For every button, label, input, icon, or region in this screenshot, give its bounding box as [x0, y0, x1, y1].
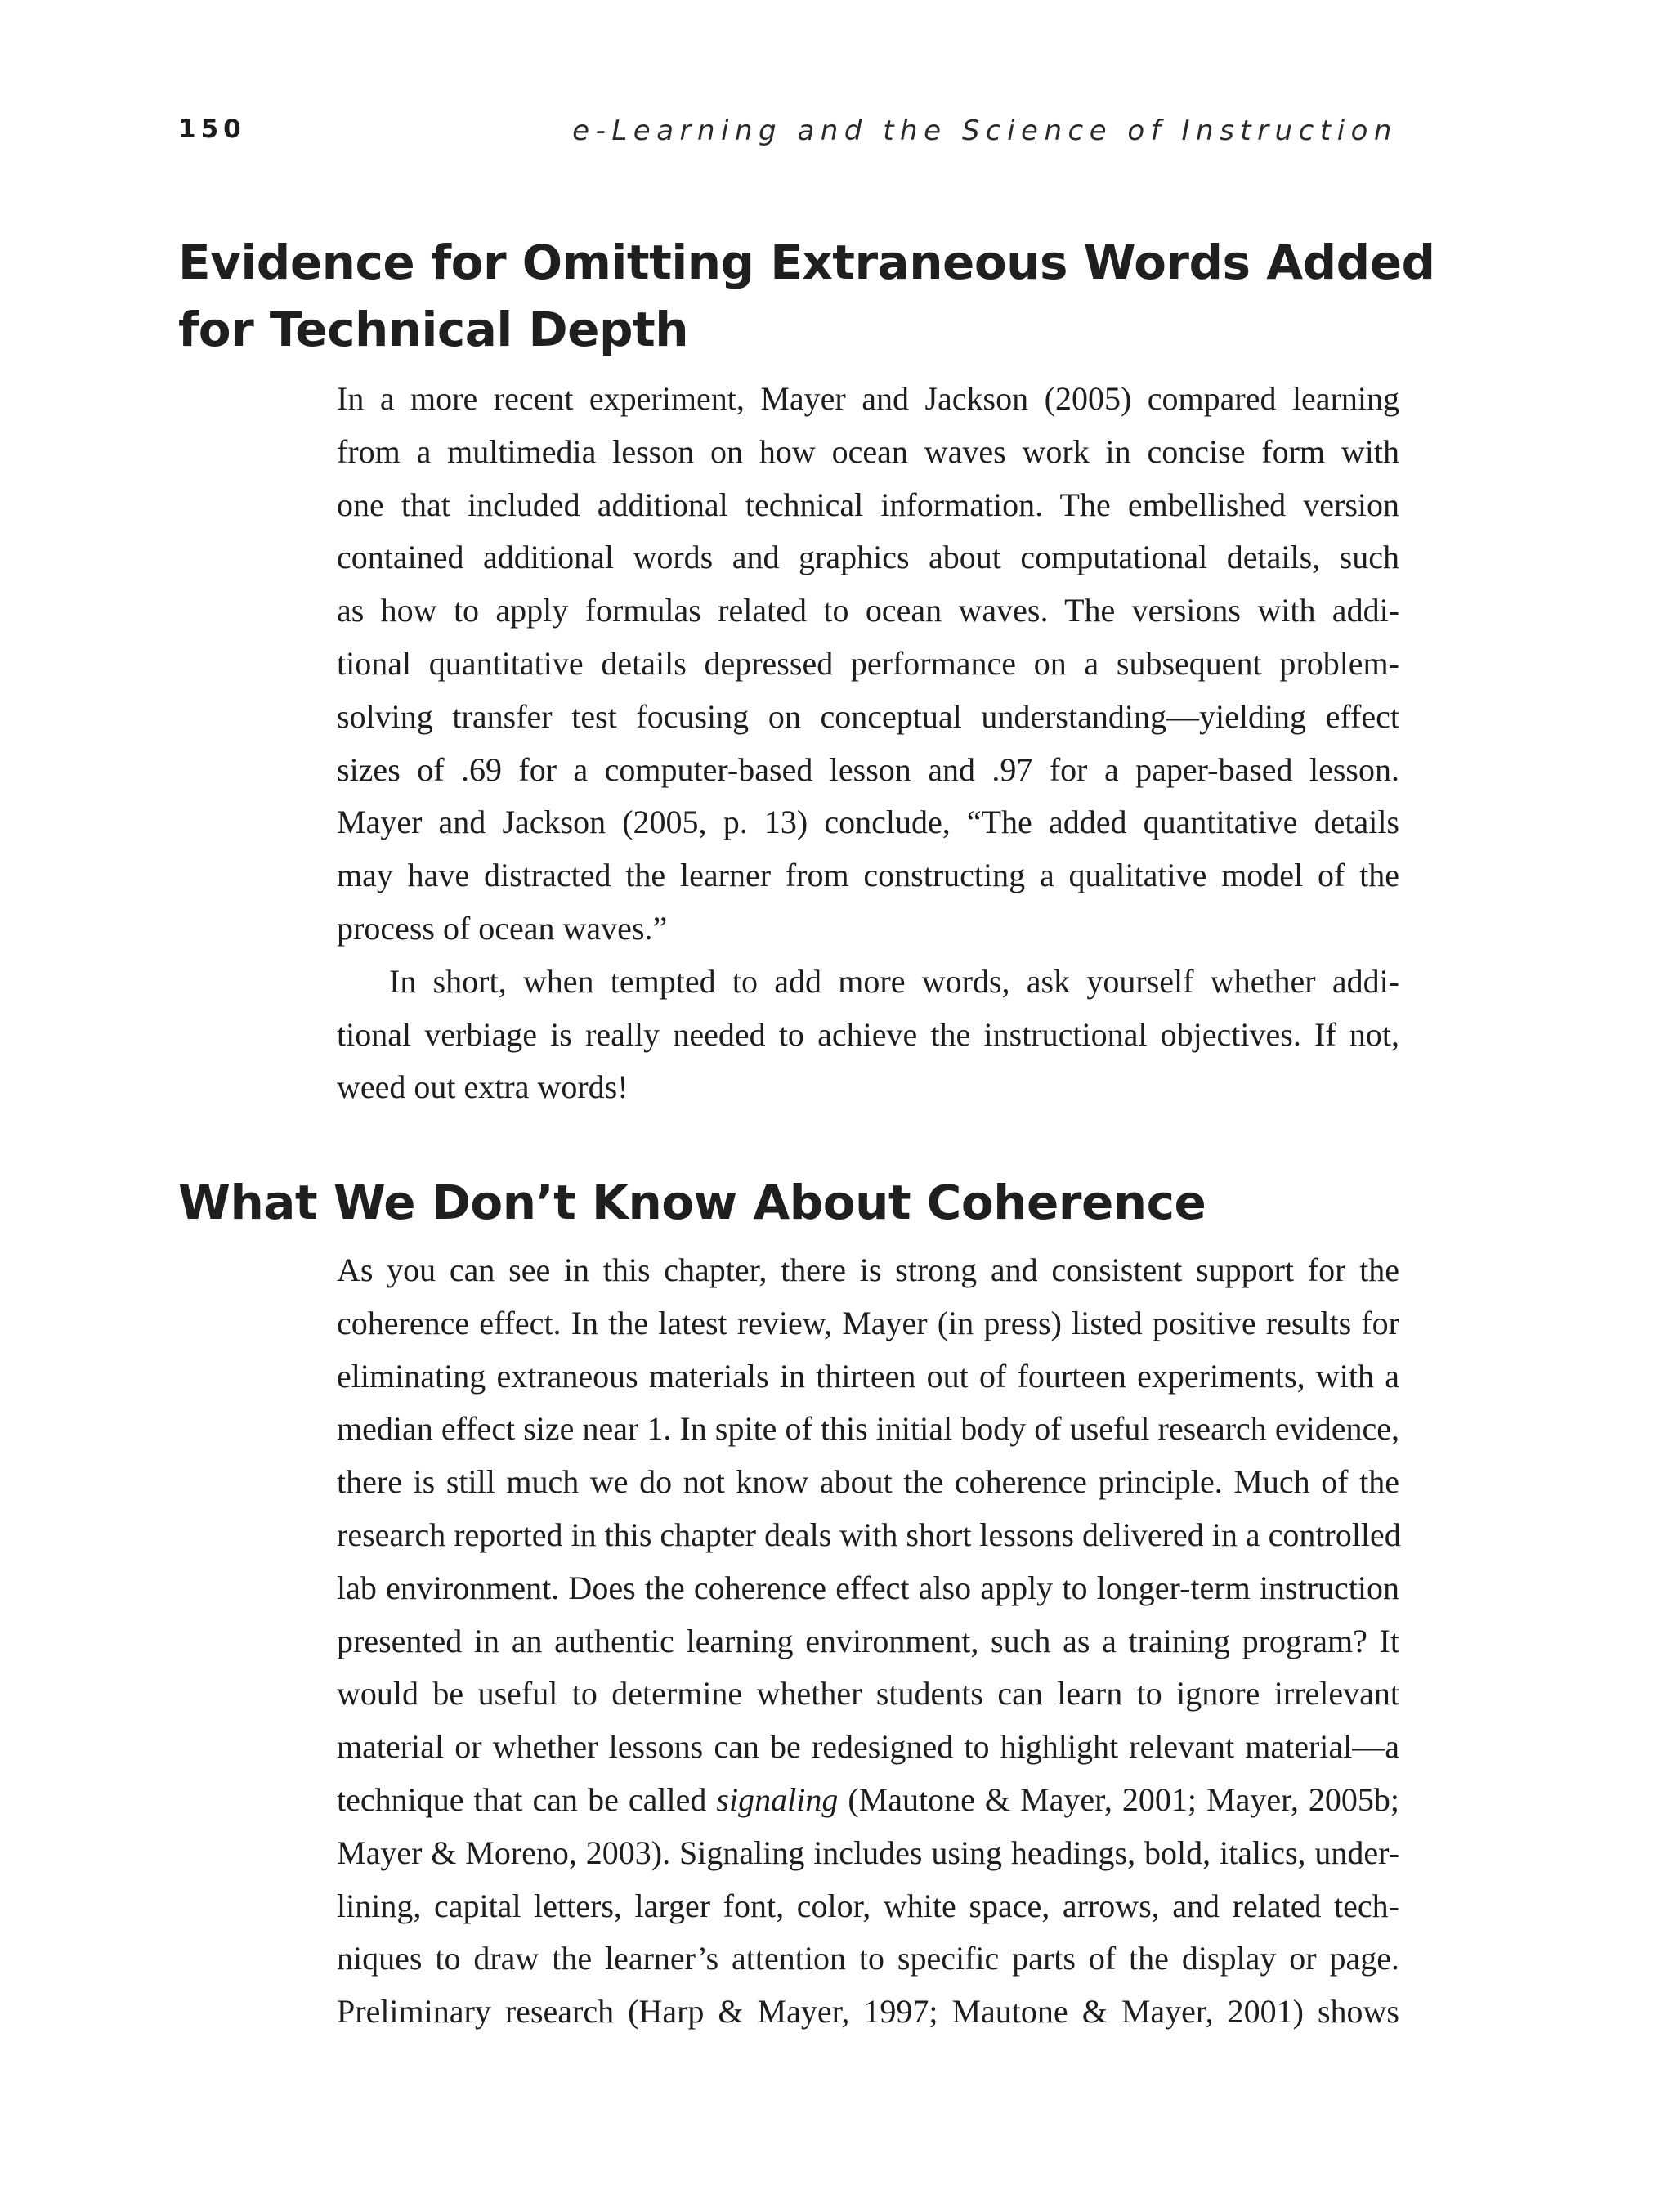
running-head [178, 114, 1398, 160]
text-line: from a multimedia lesson on how ocean waves work in concise form with [337, 432, 1399, 470]
heading-line: Evidence for Omitting Extraneous Words Added [178, 235, 1435, 290]
text-line: there is still much we do not know about the coherence principle. Much of the [337, 1463, 1399, 1501]
text-line: process of ocean waves.” [337, 909, 668, 947]
text-line: material or whether lessons can be redesigned to highlight relevant material—a [337, 1728, 1399, 1766]
section-coherence-body [337, 1244, 1399, 2039]
text-line: In short, when tempted to add more words, ask yourself whether addi- [389, 962, 1399, 1000]
section-evidence-body [337, 373, 1399, 1114]
section-heading-what-we-dont-know: What We Don’t Know About Coherence [178, 1175, 1206, 1230]
text-line: presented in an authentic learning environment, such as a training program? It [337, 1622, 1399, 1659]
text-line: contained additional words and graphics about computational details, such [337, 539, 1399, 576]
text-segment: technique that can be called [337, 1780, 717, 1818]
text-line: eliminating extraneous materials in thirteen out of fourteen experiments, with a [337, 1357, 1399, 1395]
text-line: lab environment. Does the coherence effect also apply to longer-term instruction [337, 1569, 1399, 1606]
paragraph [337, 373, 1399, 956]
text-line: niques to draw the learner’s attention to specific parts of the display or page. [337, 1940, 1399, 1977]
text-line: one that included additional technical information. The embellished version [337, 486, 1399, 523]
text-line: sizes of .69 for a computer-based lesson and .97 for a paper-based lesson. [337, 750, 1399, 788]
text-line: coherence effect. In the latest review, Mayer (in press) listed positive results for [337, 1304, 1399, 1341]
text-line: tional verbiage is really needed to achieve the instructional objectives. If not, [337, 1015, 1399, 1053]
paragraph [337, 1244, 1399, 2039]
text-line: would be useful to determine whether students can learn to ignore irrelevant [337, 1675, 1399, 1713]
text-line-signaling [337, 1774, 1399, 1827]
text-line: may have distracted the learner from constructing a qualitative model of the [337, 857, 1399, 894]
text-line: lining, capital letters, larger font, color, white space, arrows, and related tech- [337, 1887, 1399, 1924]
emphasis-signaling: signaling [716, 1780, 839, 1818]
text-line: weed out extra words! [337, 1068, 629, 1106]
running-title: e-Learning and the Science of Instruction [572, 114, 1398, 147]
heading-line: for Technical Depth [178, 302, 689, 357]
text-line: as how to apply formulas related to ocean waves. The versions with addi- [337, 592, 1399, 629]
page-number: 150 [178, 114, 246, 144]
text-line: median effect size near 1. In spite of this initial body of useful research evidence, [337, 1410, 1399, 1448]
text-line: research reported in this chapter deals with short lessons delivered in a controlled [337, 1516, 1401, 1553]
text-line: solving transfer test focusing on conceptual understanding—yielding effect [337, 697, 1399, 735]
text-segment: (Mautone & Mayer, 2001; Mayer, 2005b; [838, 1780, 1400, 1818]
text-line: tional quantitative details depressed performance on a subsequent problem- [337, 644, 1399, 682]
text-line: As you can see in this chapter, there is strong and consistent support for the [337, 1252, 1399, 1288]
text-line: Mayer and Jackson (2005, p. 13) conclude, “The added quantitative details [337, 804, 1399, 841]
text-line: In a more recent experiment, Mayer and Jackson (2005) compared learning [337, 380, 1399, 417]
section-heading-evidence [178, 229, 1435, 363]
text-line: Mayer & Moreno, 2003). Signaling includes using headings, bold, italics, under- [337, 1834, 1399, 1871]
paragraph [337, 956, 1399, 1114]
text-line: Preliminary research (Harp & Mayer, 1997; Mautone & Mayer, 2001) shows [337, 1993, 1399, 2031]
